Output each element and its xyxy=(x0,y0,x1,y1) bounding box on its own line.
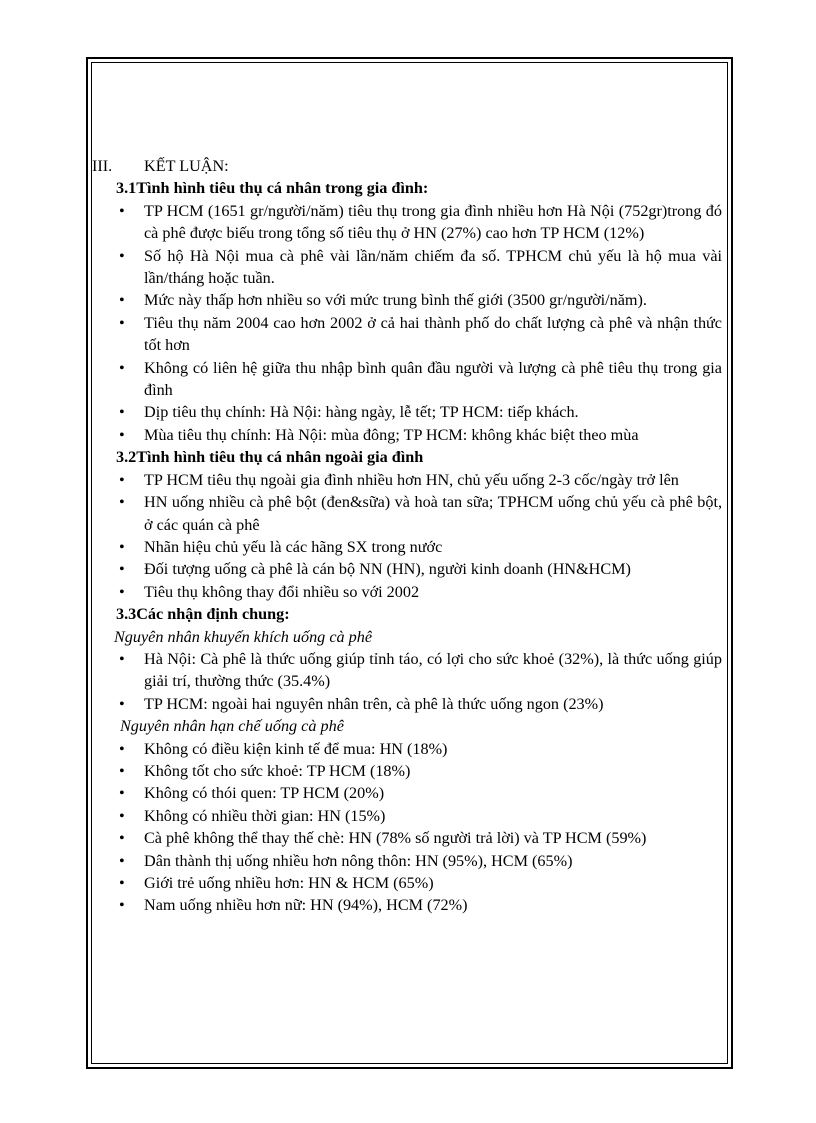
bullet-icon: • xyxy=(119,537,125,556)
list-item: • Tiêu thụ không thay đổi nhiều so với 2002 xyxy=(92,581,722,603)
bullet-icon: • xyxy=(119,694,125,713)
list-item: • HN uống nhiều cà phê bột (đen&sữa) và hoà tan sữa; TPHCM uống chủ yếu cà phê bột, ở các quán cà phê xyxy=(119,493,722,534)
bullet-icon: • xyxy=(119,470,125,489)
list-item: • Không có điều kiện kinh tế để mua: HN (18%) xyxy=(92,738,722,760)
list-item: • Cà phê không thể thay thế chè: HN (78% số người trả lời) và TP HCM (59%) xyxy=(92,827,722,849)
subsection-heading-3-3: 3.3Các nhận định chung: xyxy=(116,605,290,624)
bullet-icon: • xyxy=(119,358,125,377)
bullet-icon: • xyxy=(119,403,125,422)
bullet-list-3-1 xyxy=(92,200,722,446)
bullet-icon: • xyxy=(119,560,125,579)
group-label-restrict: Nguyên nhân hạn chế uống cà phê xyxy=(120,717,344,736)
section-number: III. xyxy=(92,157,113,175)
list-item: • Không có thói quen: TP HCM (20%) xyxy=(92,782,722,804)
list-item: • Giới trẻ uống nhiều hơn: HN & HCM (65%) xyxy=(92,872,722,894)
list-item: • Nam uống nhiều hơn nữ: HN (94%), HCM (72%) xyxy=(92,894,722,916)
list-item: • Đối tượng uống cà phê là cán bộ NN (HN), người kinh doanh (HN&HCM) xyxy=(92,558,722,580)
section-heading xyxy=(92,155,722,177)
bullet-icon: • xyxy=(119,291,125,310)
list-item: • Nhãn hiệu chủ yếu là các hãng SX trong nước xyxy=(92,536,722,558)
subsection-heading-3-2: 3.2Tình hình tiêu thụ cá nhân ngoài gia đình xyxy=(116,448,424,467)
bullet-icon: • xyxy=(119,246,125,265)
bullet-icon: • xyxy=(119,582,125,601)
list-item: • TP HCM tiêu thụ ngoài gia đình nhiều hơn HN, chủ yếu uống 2-3 cốc/ngày trở lên xyxy=(92,469,722,491)
bullet-icon: • xyxy=(119,493,125,512)
bullet-icon: • xyxy=(119,896,125,915)
bullet-icon: • xyxy=(119,806,125,825)
list-item: • TP HCM (1651 gr/người/năm) tiêu thụ trong gia đình nhiều hơn Hà Nội (752gr)trong đó cà phê được biếu trong tổng số tiêu thụ ở HN (27%) cao hơn TP HCM (12%) xyxy=(119,201,722,243)
bullet-icon: • xyxy=(119,313,125,332)
bullet-icon: • xyxy=(119,784,125,803)
list-item: • Tiêu thụ năm 2004 cao hơn 2002 ở cả hai thành phố do chất lượng cà phê và nhận thức tốt hơn xyxy=(119,313,722,355)
list-item: • Số hộ Hà Nội mua cà phê vài lần/năm chiếm đa số. TPHCM chủ yếu là hộ mua vài lần/tháng hoặc tuần. xyxy=(119,246,722,288)
list-item: • Không có nhiều thời gian: HN (15%) xyxy=(92,805,722,827)
subsection-heading-3-1: 3.1Tình hình tiêu thụ cá nhân trong gia đình: xyxy=(116,179,429,198)
bullet-icon: • xyxy=(119,851,125,870)
bullet-icon: • xyxy=(119,829,125,848)
bullet-icon: • xyxy=(119,874,125,892)
bullet-list-3-2 xyxy=(92,469,722,603)
list-item: • Dịp tiêu thụ chính: Hà Nội: hàng ngày, lễ tết; TP HCM: tiếp khách. xyxy=(92,401,722,423)
list-item: • Hà Nội: Cà phê là thức uống giúp tỉnh táo, có lợi cho sức khoẻ (32%), là thức uống giúp giải trí, thường thức (35.4%) xyxy=(119,649,722,691)
list-item: • Mùa tiêu thụ chính: Hà Nội: mùa đông; TP HCM: không khác biệt theo mùa xyxy=(92,424,722,446)
bullet-icon: • xyxy=(119,649,125,668)
bullet-list-encourage xyxy=(92,648,722,715)
bullet-icon: • xyxy=(119,201,125,220)
list-item: • Mức này thấp hơn nhiều so với mức trung bình thế giới (3500 gr/người/năm). xyxy=(92,289,722,311)
list-item: • Không có liên hệ giữa thu nhập bình quân đầu người và lượng cà phê tiêu thụ trong gia đình xyxy=(119,358,722,400)
bullet-icon: • xyxy=(119,425,125,444)
document-body xyxy=(92,155,722,917)
group-label-encourage: Nguyên nhân khuyến khích uống cà phê xyxy=(114,627,373,646)
bullet-icon: • xyxy=(119,761,125,780)
bullet-icon: • xyxy=(119,739,125,758)
list-item: • TP HCM: ngoài hai nguyên nhân trên, cà phê là thức uống ngon (23%) xyxy=(92,693,722,715)
section-title: KẾT LUẬN: xyxy=(144,157,229,175)
list-item: • Dân thành thị uống nhiều hơn nông thôn: HN (95%), HCM (65%) xyxy=(92,850,722,872)
list-item: • Không tốt cho sức khoẻ: TP HCM (18%) xyxy=(92,760,722,782)
bullet-list-restrict xyxy=(92,738,722,917)
